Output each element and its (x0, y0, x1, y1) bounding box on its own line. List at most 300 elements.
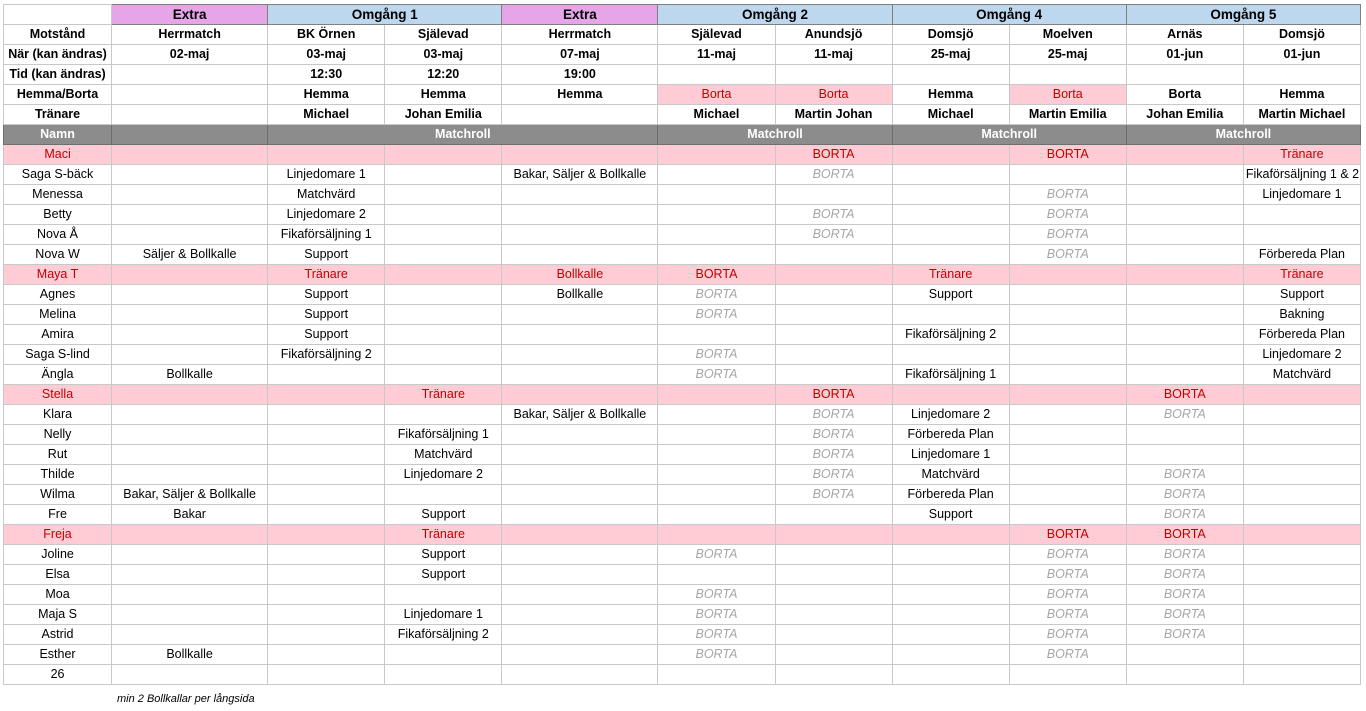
role-cell[interactable]: BORTA (1126, 565, 1243, 585)
role-cell[interactable]: BORTA (775, 485, 892, 505)
role-cell[interactable] (892, 305, 1009, 325)
role-cell[interactable] (112, 525, 268, 545)
role-cell[interactable] (658, 145, 775, 165)
meta-cell[interactable] (112, 105, 268, 125)
meta-cell[interactable]: Michael (658, 105, 775, 125)
role-cell[interactable] (892, 205, 1009, 225)
role-cell[interactable]: BORTA (1126, 405, 1243, 425)
role-cell[interactable]: BORTA (775, 165, 892, 185)
role-cell[interactable] (658, 565, 775, 585)
role-cell[interactable] (892, 565, 1009, 585)
meta-label[interactable]: Tränare (4, 105, 112, 125)
meta-cell[interactable]: 19:00 (502, 65, 658, 85)
empty-cell[interactable] (1243, 665, 1360, 685)
role-cell[interactable]: BORTA (658, 365, 775, 385)
role-cell[interactable]: Support (268, 325, 385, 345)
role-cell[interactable] (268, 625, 385, 645)
role-cell[interactable] (112, 425, 268, 445)
role-cell[interactable] (1126, 165, 1243, 185)
role-cell[interactable] (268, 605, 385, 625)
role-cell[interactable] (658, 525, 775, 545)
role-cell[interactable] (385, 405, 502, 425)
player-name[interactable]: Rut (4, 445, 112, 465)
role-cell[interactable] (502, 225, 658, 245)
group-header-cell[interactable]: Omgång 4 (892, 5, 1126, 25)
role-cell[interactable]: Förbereda Plan (892, 425, 1009, 445)
role-cell[interactable]: Bollkalle (502, 285, 658, 305)
player-count[interactable]: 26 (4, 665, 112, 685)
role-cell[interactable]: BORTA (1009, 205, 1126, 225)
role-cell[interactable] (268, 365, 385, 385)
role-cell[interactable] (112, 345, 268, 365)
role-cell[interactable] (775, 605, 892, 625)
role-cell[interactable] (892, 385, 1009, 405)
role-cell[interactable] (112, 205, 268, 225)
role-cell[interactable] (112, 225, 268, 245)
role-cell[interactable]: BORTA (775, 205, 892, 225)
role-cell[interactable] (268, 565, 385, 585)
role-cell[interactable] (1126, 365, 1243, 385)
role-cell[interactable]: Matchvärd (892, 465, 1009, 485)
role-cell[interactable]: Bakar, Säljer & Bollkalle (502, 165, 658, 185)
player-name[interactable]: Saga S-bäck (4, 165, 112, 185)
role-cell[interactable] (502, 305, 658, 325)
role-cell[interactable]: BORTA (775, 145, 892, 165)
role-cell[interactable] (658, 185, 775, 205)
player-name[interactable]: Maya T (4, 265, 112, 285)
role-cell[interactable] (1126, 305, 1243, 325)
role-cell[interactable] (658, 165, 775, 185)
role-cell[interactable] (502, 385, 658, 405)
matchroll-header[interactable]: Matchroll (892, 125, 1126, 145)
role-cell[interactable] (1126, 345, 1243, 365)
role-cell[interactable] (112, 325, 268, 345)
role-cell[interactable] (1243, 425, 1360, 445)
player-name[interactable]: Wilma (4, 485, 112, 505)
role-cell[interactable]: Tränare (385, 525, 502, 545)
role-cell[interactable]: Linjedomare 2 (268, 205, 385, 225)
role-cell[interactable]: BORTA (1126, 545, 1243, 565)
role-cell[interactable] (268, 505, 385, 525)
role-cell[interactable] (112, 465, 268, 485)
role-cell[interactable] (775, 305, 892, 325)
meta-cell[interactable] (112, 85, 268, 105)
group-header-cell[interactable]: Omgång 1 (268, 5, 502, 25)
role-cell[interactable]: Bakar, Säljer & Bollkalle (112, 485, 268, 505)
player-name[interactable]: Klara (4, 405, 112, 425)
role-cell[interactable] (1243, 485, 1360, 505)
role-cell[interactable] (112, 165, 268, 185)
meta-cell[interactable]: 07-maj (502, 45, 658, 65)
empty-cell[interactable] (385, 665, 502, 685)
meta-cell[interactable]: Borta (775, 85, 892, 105)
role-cell[interactable] (1009, 265, 1126, 285)
role-cell[interactable]: Förbereda Plan (1243, 245, 1360, 265)
meta-cell[interactable]: 01-jun (1126, 45, 1243, 65)
role-cell[interactable]: Linjedomare 1 (268, 165, 385, 185)
role-cell[interactable] (112, 145, 268, 165)
role-cell[interactable]: BORTA (775, 225, 892, 245)
empty-cell[interactable] (1126, 665, 1243, 685)
meta-cell[interactable]: Arnäs (1126, 25, 1243, 45)
role-cell[interactable] (385, 585, 502, 605)
role-cell[interactable] (502, 545, 658, 565)
role-cell[interactable] (385, 645, 502, 665)
role-cell[interactable] (385, 145, 502, 165)
meta-cell[interactable]: Anundsjö (775, 25, 892, 45)
meta-cell[interactable] (1009, 65, 1126, 85)
player-name[interactable]: Freja (4, 525, 112, 545)
role-cell[interactable]: BORTA (1009, 545, 1126, 565)
role-cell[interactable] (658, 385, 775, 405)
role-cell[interactable] (658, 505, 775, 525)
role-cell[interactable]: Förbereda Plan (892, 485, 1009, 505)
role-cell[interactable] (1243, 225, 1360, 245)
meta-cell[interactable]: Michael (268, 105, 385, 125)
role-cell[interactable] (658, 225, 775, 245)
role-cell[interactable]: BORTA (775, 445, 892, 465)
role-cell[interactable]: BORTA (658, 605, 775, 625)
role-cell[interactable] (1009, 285, 1126, 305)
role-cell[interactable] (658, 465, 775, 485)
role-cell[interactable] (385, 345, 502, 365)
empty-cell[interactable] (775, 665, 892, 685)
meta-cell[interactable]: 11-maj (775, 45, 892, 65)
meta-label[interactable]: Tid (kan ändras) (4, 65, 112, 85)
player-name[interactable]: Esther (4, 645, 112, 665)
meta-cell[interactable]: 01-jun (1243, 45, 1360, 65)
role-cell[interactable] (385, 165, 502, 185)
meta-cell[interactable]: 25-maj (1009, 45, 1126, 65)
role-cell[interactable]: BORTA (658, 625, 775, 645)
role-cell[interactable]: BORTA (1126, 625, 1243, 645)
role-cell[interactable]: BORTA (658, 545, 775, 565)
role-cell[interactable] (385, 185, 502, 205)
role-cell[interactable] (1243, 625, 1360, 645)
meta-cell[interactable]: 03-maj (385, 45, 502, 65)
meta-cell[interactable]: Herrmatch (112, 25, 268, 45)
meta-cell[interactable]: 12:30 (268, 65, 385, 85)
role-cell[interactable] (658, 405, 775, 425)
role-cell[interactable]: Matchvärd (1243, 365, 1360, 385)
player-name[interactable]: Agnes (4, 285, 112, 305)
role-cell[interactable] (1009, 485, 1126, 505)
role-cell[interactable]: BORTA (775, 465, 892, 485)
role-cell[interactable] (112, 625, 268, 645)
role-cell[interactable] (502, 145, 658, 165)
role-cell[interactable]: BORTA (1126, 385, 1243, 405)
role-cell[interactable] (502, 325, 658, 345)
role-cell[interactable]: Support (385, 505, 502, 525)
role-cell[interactable] (385, 225, 502, 245)
role-cell[interactable]: Tränare (268, 265, 385, 285)
role-cell[interactable] (502, 465, 658, 485)
role-cell[interactable] (775, 185, 892, 205)
role-cell[interactable] (1126, 205, 1243, 225)
role-cell[interactable] (658, 205, 775, 225)
role-cell[interactable]: BORTA (658, 345, 775, 365)
role-cell[interactable] (658, 485, 775, 505)
role-cell[interactable]: Support (892, 285, 1009, 305)
role-cell[interactable] (112, 605, 268, 625)
role-cell[interactable]: BORTA (775, 425, 892, 445)
role-cell[interactable] (1009, 385, 1126, 405)
role-cell[interactable] (775, 565, 892, 585)
meta-cell[interactable] (112, 65, 268, 85)
role-cell[interactable]: Fikaförsäljning 1 (385, 425, 502, 445)
role-cell[interactable]: Bakning (1243, 305, 1360, 325)
meta-cell[interactable]: Själevad (385, 25, 502, 45)
role-cell[interactable] (502, 205, 658, 225)
meta-cell[interactable] (502, 105, 658, 125)
role-cell[interactable] (775, 365, 892, 385)
meta-cell[interactable]: Moelven (1009, 25, 1126, 45)
role-cell[interactable]: BORTA (1009, 605, 1126, 625)
meta-cell[interactable]: Hemma (502, 85, 658, 105)
meta-cell[interactable]: Domsjö (1243, 25, 1360, 45)
role-cell[interactable] (775, 545, 892, 565)
role-cell[interactable]: Matchvärd (268, 185, 385, 205)
meta-cell[interactable]: Borta (1126, 85, 1243, 105)
role-cell[interactable]: Linjedomare 2 (1243, 345, 1360, 365)
role-cell[interactable] (892, 525, 1009, 545)
role-cell[interactable] (268, 445, 385, 465)
player-name[interactable]: Nelly (4, 425, 112, 445)
name-header[interactable]: Namn (4, 125, 112, 145)
role-cell[interactable] (1126, 265, 1243, 285)
meta-cell[interactable]: Hemma (268, 85, 385, 105)
role-cell[interactable] (1243, 205, 1360, 225)
meta-cell[interactable]: 25-maj (892, 45, 1009, 65)
role-cell[interactable]: Linjedomare 1 (1243, 185, 1360, 205)
role-cell[interactable] (1243, 385, 1360, 405)
role-cell[interactable]: Support (268, 305, 385, 325)
role-cell[interactable] (1126, 285, 1243, 305)
role-cell[interactable] (268, 485, 385, 505)
role-cell[interactable] (658, 445, 775, 465)
role-cell[interactable] (112, 545, 268, 565)
role-cell[interactable] (1009, 165, 1126, 185)
role-cell[interactable] (385, 365, 502, 385)
meta-cell[interactable] (775, 65, 892, 85)
role-cell[interactable] (658, 425, 775, 445)
role-cell[interactable]: Tränare (1243, 265, 1360, 285)
role-cell[interactable] (1009, 465, 1126, 485)
role-cell[interactable] (112, 385, 268, 405)
role-cell[interactable]: BORTA (1009, 625, 1126, 645)
role-cell[interactable] (268, 465, 385, 485)
role-cell[interactable] (502, 345, 658, 365)
matchroll-header[interactable]: Matchroll (268, 125, 658, 145)
role-cell[interactable]: Säljer & Bollkalle (112, 245, 268, 265)
role-cell[interactable] (385, 265, 502, 285)
role-cell[interactable] (1126, 645, 1243, 665)
role-cell[interactable]: BORTA (1009, 245, 1126, 265)
role-cell[interactable] (502, 605, 658, 625)
role-cell[interactable] (892, 545, 1009, 565)
role-cell[interactable] (385, 325, 502, 345)
role-cell[interactable] (268, 525, 385, 545)
role-cell[interactable]: Support (268, 285, 385, 305)
role-cell[interactable] (112, 305, 268, 325)
role-cell[interactable] (385, 305, 502, 325)
role-cell[interactable] (112, 565, 268, 585)
role-cell[interactable] (502, 585, 658, 605)
role-cell[interactable] (268, 145, 385, 165)
role-cell[interactable] (112, 185, 268, 205)
meta-cell[interactable]: Hemma (385, 85, 502, 105)
role-cell[interactable]: BORTA (658, 585, 775, 605)
header-blank[interactable] (112, 125, 268, 145)
role-cell[interactable] (892, 185, 1009, 205)
role-cell[interactable] (892, 645, 1009, 665)
meta-cell[interactable] (658, 65, 775, 85)
role-cell[interactable]: BORTA (1126, 585, 1243, 605)
player-name[interactable]: Fre (4, 505, 112, 525)
player-name[interactable]: Maja S (4, 605, 112, 625)
role-cell[interactable] (775, 285, 892, 305)
empty-cell[interactable] (892, 665, 1009, 685)
role-cell[interactable]: Bakar, Säljer & Bollkalle (502, 405, 658, 425)
meta-cell[interactable] (892, 65, 1009, 85)
role-cell[interactable] (775, 345, 892, 365)
empty-cell[interactable] (502, 665, 658, 685)
meta-cell[interactable]: Herrmatch (502, 25, 658, 45)
role-cell[interactable]: Support (385, 545, 502, 565)
role-cell[interactable] (1009, 305, 1126, 325)
meta-cell[interactable]: Johan Emilia (385, 105, 502, 125)
role-cell[interactable] (1243, 585, 1360, 605)
role-cell[interactable]: BORTA (1009, 525, 1126, 545)
role-cell[interactable] (1243, 505, 1360, 525)
role-cell[interactable]: BORTA (775, 405, 892, 425)
role-cell[interactable]: BORTA (1126, 525, 1243, 545)
player-name[interactable]: Astrid (4, 625, 112, 645)
role-cell[interactable] (1243, 645, 1360, 665)
group-header-cell[interactable]: Extra (112, 5, 268, 25)
role-cell[interactable] (502, 425, 658, 445)
meta-label[interactable]: När (kan ändras) (4, 45, 112, 65)
role-cell[interactable]: BORTA (1126, 605, 1243, 625)
role-cell[interactable]: Tränare (385, 385, 502, 405)
role-cell[interactable] (502, 365, 658, 385)
role-cell[interactable] (502, 625, 658, 645)
role-cell[interactable] (892, 225, 1009, 245)
meta-cell[interactable]: Borta (1009, 85, 1126, 105)
role-cell[interactable]: Support (268, 245, 385, 265)
role-cell[interactable]: BORTA (1009, 645, 1126, 665)
meta-cell[interactable]: 11-maj (658, 45, 775, 65)
player-name[interactable]: Moa (4, 585, 112, 605)
role-cell[interactable] (1009, 505, 1126, 525)
role-cell[interactable] (112, 585, 268, 605)
role-cell[interactable] (775, 645, 892, 665)
role-cell[interactable]: Fikaförsäljning 1 (268, 225, 385, 245)
role-cell[interactable] (112, 265, 268, 285)
role-cell[interactable] (1243, 565, 1360, 585)
role-cell[interactable]: BORTA (658, 265, 775, 285)
role-cell[interactable]: BORTA (1009, 585, 1126, 605)
role-cell[interactable] (1126, 445, 1243, 465)
meta-cell[interactable] (1243, 65, 1360, 85)
role-cell[interactable] (385, 205, 502, 225)
meta-cell[interactable]: 12:20 (385, 65, 502, 85)
player-name[interactable]: Ängla (4, 365, 112, 385)
meta-cell[interactable]: Domsjö (892, 25, 1009, 45)
role-cell[interactable] (892, 585, 1009, 605)
role-cell[interactable] (892, 145, 1009, 165)
player-name[interactable]: Stella (4, 385, 112, 405)
meta-cell[interactable]: Själevad (658, 25, 775, 45)
role-cell[interactable] (268, 545, 385, 565)
role-cell[interactable] (1009, 405, 1126, 425)
player-name[interactable]: Joline (4, 545, 112, 565)
role-cell[interactable]: Matchvärd (385, 445, 502, 465)
role-cell[interactable] (1126, 325, 1243, 345)
role-cell[interactable] (1243, 445, 1360, 465)
role-cell[interactable] (502, 525, 658, 545)
meta-cell[interactable]: Martin Emilia (1009, 105, 1126, 125)
role-cell[interactable]: Tränare (1243, 145, 1360, 165)
role-cell[interactable] (112, 285, 268, 305)
meta-cell[interactable]: 02-maj (112, 45, 268, 65)
role-cell[interactable] (658, 245, 775, 265)
role-cell[interactable]: Linjedomare 2 (892, 405, 1009, 425)
role-cell[interactable] (502, 185, 658, 205)
empty-cell[interactable] (1009, 665, 1126, 685)
role-cell[interactable]: Linjedomare 1 (892, 445, 1009, 465)
role-cell[interactable] (892, 165, 1009, 185)
role-cell[interactable] (775, 625, 892, 645)
role-cell[interactable] (775, 325, 892, 345)
meta-label[interactable]: Motstånd (4, 25, 112, 45)
role-cell[interactable] (892, 625, 1009, 645)
role-cell[interactable]: Bollkalle (112, 645, 268, 665)
role-cell[interactable]: Support (1243, 285, 1360, 305)
role-cell[interactable]: Support (385, 565, 502, 585)
role-cell[interactable]: Bakar (112, 505, 268, 525)
player-name[interactable]: Betty (4, 205, 112, 225)
meta-cell[interactable]: Johan Emilia (1126, 105, 1243, 125)
group-header-cell[interactable]: Omgång 5 (1126, 5, 1360, 25)
role-cell[interactable] (1126, 185, 1243, 205)
role-cell[interactable] (1126, 145, 1243, 165)
meta-cell[interactable]: BK Örnen (268, 25, 385, 45)
role-cell[interactable] (112, 405, 268, 425)
matchroll-header[interactable]: Matchroll (658, 125, 892, 145)
player-name[interactable]: Nova W (4, 245, 112, 265)
player-name[interactable]: Maci (4, 145, 112, 165)
meta-cell[interactable]: Borta (658, 85, 775, 105)
role-cell[interactable]: BORTA (1126, 505, 1243, 525)
meta-cell[interactable]: 03-maj (268, 45, 385, 65)
role-cell[interactable] (1126, 425, 1243, 445)
player-name[interactable]: Elsa (4, 565, 112, 585)
role-cell[interactable]: Fikaförsäljning 1 (892, 365, 1009, 385)
role-cell[interactable] (268, 385, 385, 405)
role-cell[interactable] (268, 645, 385, 665)
role-cell[interactable] (1243, 545, 1360, 565)
role-cell[interactable] (1243, 405, 1360, 425)
role-cell[interactable] (268, 405, 385, 425)
meta-cell[interactable]: Martin Michael (1243, 105, 1360, 125)
role-cell[interactable]: BORTA (1009, 185, 1126, 205)
role-cell[interactable] (775, 265, 892, 285)
role-cell[interactable] (775, 245, 892, 265)
role-cell[interactable] (1009, 445, 1126, 465)
group-header-cell[interactable] (4, 5, 112, 25)
role-cell[interactable]: Fikaförsäljning 2 (892, 325, 1009, 345)
